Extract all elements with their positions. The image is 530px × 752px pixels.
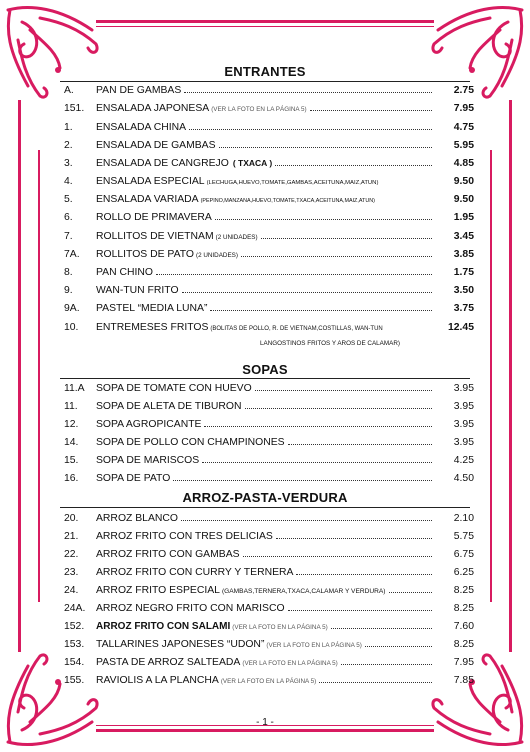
item-name: ENTREMESES FRITOS [96,322,209,333]
item-number: 24A. [64,603,86,614]
item-price: 9.50 [453,194,474,205]
item-name: ROLLO DE PRIMAVERA [96,212,212,223]
menu-item [64,585,474,601]
item-number: 152. [64,621,85,632]
menu-item [64,231,474,247]
item-number: 14. [64,437,79,448]
leader-dots [341,664,432,665]
leader-dots [275,165,432,166]
item-price: 3.45 [453,231,474,242]
item-number: 15. [64,455,79,466]
section-title-arroz-pasta-verdura: ARROZ-PASTA-VERDURA [182,490,348,505]
item-name: ARROZ FRITO ESPECIAL [96,585,220,596]
item-number: 22. [64,549,79,560]
leader-dots [245,408,432,409]
item-number: 20. [64,513,79,524]
item-number: 9. [64,285,73,296]
item-price: 3.85 [453,249,474,260]
menu-item [64,212,474,228]
leader-dots [288,610,432,611]
leader-dots [219,147,432,148]
leader-dots [261,238,432,239]
item-number: 7A. [64,249,80,260]
leader-dots [184,92,432,93]
leader-dots [204,426,432,427]
item-price: 3.95 [453,383,474,394]
menu-item [64,437,474,453]
item-price: 1.95 [453,212,474,223]
item-note: (BOLITAS DE POLLO, R. DE VIETNAM,COSTILLAS, WAN-TUN [210,326,383,332]
item-name: SOPA DE POLLO CON CHAMPIÑONES [96,437,285,448]
item-price: 4.50 [453,473,474,484]
page-number: - 1 - [256,717,274,728]
item-number: 7. [64,231,73,242]
item-price: 4.75 [453,122,474,133]
item-number: 154. [64,657,85,668]
menu-item [64,176,474,192]
item-price: 8.25 [453,639,474,650]
menu-item [64,473,474,489]
item-price: 7.85 [453,675,474,686]
item-number: 2. [64,140,73,151]
leader-dots [365,646,432,647]
item-number: 10. [64,322,79,333]
leader-dots [255,390,432,391]
item-name: RAVIOLIS A LA PLANCHA [96,675,219,686]
item-name: ENSALADA CHINA [96,122,187,133]
item-price: 4.85 [453,158,474,169]
item-name: ENSALADA ESPECIAL [96,176,205,187]
item-price: 7.95 [453,657,474,668]
section-divider [60,81,470,82]
leader-dots [182,292,432,293]
item-price: 3.95 [453,401,474,412]
leader-dots [288,444,432,445]
menu-item [64,657,474,673]
item-number: 21. [64,531,79,542]
item-price: 6.75 [453,549,474,560]
item-number: 151. [64,103,85,114]
item-number: 24. [64,585,79,596]
item-name: SOPA DE PATO [96,473,171,484]
leader-dots [310,110,432,111]
item-price: 6.25 [453,567,474,578]
item-note: (VER LA FOTO EN LA PÁGINA 5) [232,624,328,631]
item-name: ARROZ FRITO CON TRES DELICIAS [96,531,273,542]
leader-dots [189,129,432,130]
section-divider [60,378,470,379]
item-note: (2 UNIDADES) [195,252,238,259]
menu-item [64,103,474,119]
menu-item [64,639,474,655]
item-name: PAN DE GAMBAS [96,85,182,96]
item-price: 5.95 [453,140,474,151]
menu-item [64,249,474,265]
item-number: 11. [64,401,78,412]
leader-dots [243,556,432,557]
item-price: 3.95 [453,437,474,448]
item-name: SOPA DE TOMATE CON HUEVO [96,383,252,394]
item-number: 9A. [64,303,80,314]
menu-item [64,455,474,471]
menu-item [64,383,474,399]
item-name: ARROZ BLANCO [96,513,178,524]
item-note-continuation: LANGOSTINOS FRITOS Y AROS DE CALAMAR) [260,340,400,347]
menu-item [64,158,474,174]
leader-dots [181,520,432,521]
item-note: (VER LA FOTO EN LA PÁGINA 5) [220,678,317,685]
menu-item [64,567,474,583]
leader-dots [331,628,432,629]
item-number: 23. [64,567,79,578]
item-number: 153. [64,639,85,650]
item-price: 12.45 [447,322,474,333]
item-note: (VER LA FOTO EN LA PÁGINA 5) [242,660,338,667]
item-name: ARROZ FRITO CON GAMBAS [96,549,240,560]
menu-item [64,194,474,210]
menu-item [64,303,474,319]
menu-item [64,621,474,637]
item-price: 9.50 [453,176,474,187]
item-name: ROLLITOS DE VIETNAM [96,231,214,242]
leader-dots [202,462,432,463]
item-price: 3.95 [453,419,474,430]
menu-item [64,513,474,529]
menu-item [64,85,474,101]
item-name: PASTEL “MEDIA LUNA” [96,303,208,314]
leader-dots [156,274,432,275]
item-number: 4. [64,176,73,187]
leader-dots [276,538,432,539]
item-name: ARROZ FRITO CON CURRY Y TERNERA [96,567,294,578]
item-note: ( TXACA ) [232,158,273,168]
leader-dots [296,574,432,575]
leader-dots [173,480,432,481]
item-name: SOPA AGROPICANTE [96,419,202,430]
item-number: 12. [64,419,79,430]
item-note: (GAMBAS,TERNERA,TXACA,CALAMAR Y VERDURA) [221,588,386,595]
item-name: ROLLITOS DE PATO [96,249,194,260]
item-name: TALLARINES JAPONESES “UDON” [96,639,265,650]
item-name: SOPA DE MARISCOS [96,455,200,466]
item-name: ENSALADA DE GAMBAS [96,140,216,151]
item-note: (VER LA FOTO EN LA PÁGINA 5) [266,642,362,649]
menu-item [64,267,474,283]
leader-dots [241,256,432,257]
item-name: ARROZ FRITO CON SALAMI [96,621,231,632]
item-price: 8.25 [453,585,474,596]
item-price: 2.10 [453,513,474,524]
item-price: 7.60 [453,621,474,632]
item-note: (LECHUGA,HUEVO,TOMATE,GAMBAS,ACEITUNA,MAIZ,ATUN) [206,180,379,186]
menu-item [64,122,474,138]
leader-dots [389,592,433,593]
menu-item [64,419,474,435]
item-price: 3.50 [453,285,474,296]
item-note: (VER LA FOTO EN LA PÁGINA 5) [211,106,307,113]
item-number: 3. [64,158,73,169]
item-price: 8.25 [453,603,474,614]
menu-item [64,675,474,691]
item-note: (2 UNIDADES) [215,234,258,241]
menu-item [64,285,474,301]
item-name: PAN CHINO [96,267,153,278]
item-name: WAN-TUN FRITO [96,285,179,296]
item-price: 3.75 [453,303,474,314]
item-number: 5. [64,194,73,205]
menu-item [64,603,474,619]
menu-item [64,549,474,565]
menu-item [64,322,474,338]
item-number: 16. [64,473,79,484]
item-price: 5.75 [453,531,474,542]
item-name: ARROZ NEGRO FRITO CON MARISCO [96,603,285,614]
item-name: ENSALADA JAPONESA [96,103,210,114]
item-price: 2.75 [453,85,474,96]
leader-dots [215,219,432,220]
leader-dots [210,310,432,311]
menu-item [64,531,474,547]
leader-dots [319,682,432,683]
item-number: 6. [64,212,73,223]
item-note: (PEPINO,MANZANA,HUEVO,TOMATE,TXACA,ACEITUNA,MAIZ,ATUN) [200,198,375,204]
item-number: 11.A [64,383,85,394]
item-number: 8. [64,267,73,278]
item-name: ENSALADA DE CANGREJO [96,158,229,169]
item-price: 4.25 [453,455,474,466]
menu-item [64,140,474,156]
item-name: SOPA DE ALETA DE TIBURÓN [96,401,242,412]
item-price: 7.95 [453,103,474,114]
item-number: A. [64,85,74,96]
section-divider [60,507,470,508]
section-title-sopas: SOPAS [242,362,288,377]
item-number: 1. [64,122,73,133]
item-name: PASTA DE ARROZ SALTEADA [96,657,241,668]
item-price: 1.75 [453,267,474,278]
item-number: 155. [64,675,85,686]
item-name: ENSALADA VARIADA [96,194,199,205]
section-title-entrantes: ENTRANTES [224,64,306,79]
menu-item [64,401,474,417]
